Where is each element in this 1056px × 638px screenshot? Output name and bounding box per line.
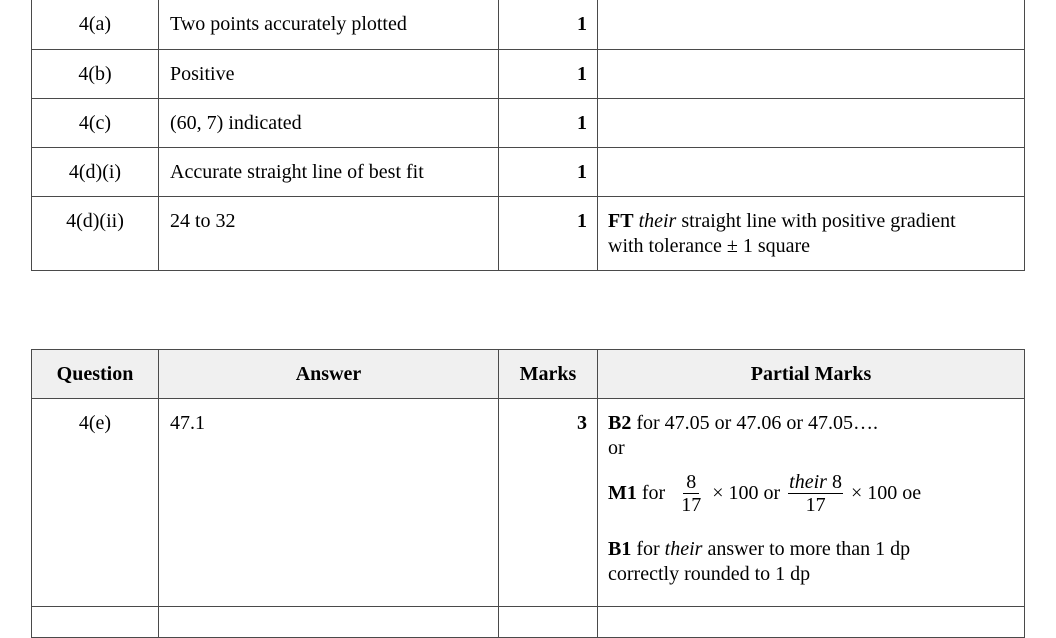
fraction-their-8-over-17 [788, 471, 843, 516]
b1-text: answer to more than 1 dp [702, 538, 911, 560]
table-row [32, 50, 1025, 99]
marks-cell: 3 [499, 399, 598, 607]
marks-cell: 1 [499, 0, 598, 50]
answer-cell [159, 607, 499, 638]
b2-line [608, 411, 1024, 436]
question-cell: 4(e) [32, 399, 159, 607]
fraction-8-over-17 [678, 471, 704, 516]
marks-cell: 1 [499, 197, 598, 271]
marks-cell: 1 [499, 50, 598, 99]
header-answer: Answer [159, 350, 499, 399]
question-cell [32, 607, 159, 638]
m1-line [608, 463, 1024, 523]
table-row [32, 148, 1025, 197]
answer-cell: 47.1 [159, 399, 499, 607]
ft-line-1 [608, 209, 1024, 234]
fraction-numerator: 8 [683, 471, 699, 494]
question-cell: 4(c) [32, 99, 159, 148]
ft-line-2: with tolerance ± 1 square [608, 235, 811, 257]
partial-marks-cell [598, 148, 1025, 197]
table-row [32, 607, 1025, 638]
mark-scheme-table-top [31, 0, 1025, 271]
partial-marks-cell [598, 99, 1025, 148]
their-italic: their [789, 470, 827, 493]
marks-cell [499, 607, 598, 638]
fraction-numerator [788, 471, 843, 494]
b2-text: for 47.05 or 47.06 or 47.05…. [631, 412, 878, 434]
times-100-oe: × 100 oe [850, 481, 922, 504]
table-row [32, 399, 1025, 607]
marks-cell: 1 [499, 148, 598, 197]
table-row [32, 197, 1025, 271]
numerator-value: 8 [826, 470, 842, 493]
answer-cell: Accurate straight line of best fit [159, 148, 499, 197]
question-cell: 4(d)(i) [32, 148, 159, 197]
partial-marks-cell [598, 607, 1025, 638]
b2-label: B2 [608, 412, 632, 434]
header-row [32, 350, 1025, 399]
b1-for: for [631, 538, 665, 560]
partial-marks-cell [598, 197, 1025, 271]
question-cell: 4(d)(ii) [32, 197, 159, 271]
answer-cell: Positive [159, 50, 499, 99]
m1-label: M1 [608, 481, 637, 504]
table-row [32, 0, 1025, 50]
b1-line-1 [608, 537, 1024, 562]
times-100-or: × 100 or [712, 481, 781, 504]
answer-cell: Two points accurately plotted [159, 0, 499, 50]
partial-marks-cell [598, 399, 1025, 607]
question-cell: 4(b) [32, 50, 159, 99]
table-row [32, 99, 1025, 148]
fraction-denominator: 17 [805, 493, 826, 516]
or-line: or [608, 437, 625, 459]
header-question: Question [32, 350, 159, 399]
question-cell: 4(a) [32, 0, 159, 50]
spacer [608, 523, 1024, 537]
partial-marks-cell [598, 50, 1025, 99]
their-italic: their [638, 210, 677, 232]
mark-scheme-table-bottom [31, 349, 1025, 638]
answer-cell: 24 to 32 [159, 197, 499, 271]
fraction-denominator: 17 [681, 493, 702, 516]
header-partial-marks: Partial Marks [598, 350, 1025, 399]
ft-text: straight line with positive gradient [676, 210, 956, 232]
partial-marks-cell [598, 0, 1025, 50]
header-marks: Marks [499, 350, 598, 399]
answer-cell: (60, 7) indicated [159, 99, 499, 148]
ft-label: FT [608, 210, 634, 232]
m1-for: for [636, 481, 671, 504]
b1-line-2: correctly rounded to 1 dp [608, 563, 811, 585]
their-italic: their [664, 538, 703, 560]
b1-label: B1 [608, 538, 632, 560]
marks-cell: 1 [499, 99, 598, 148]
